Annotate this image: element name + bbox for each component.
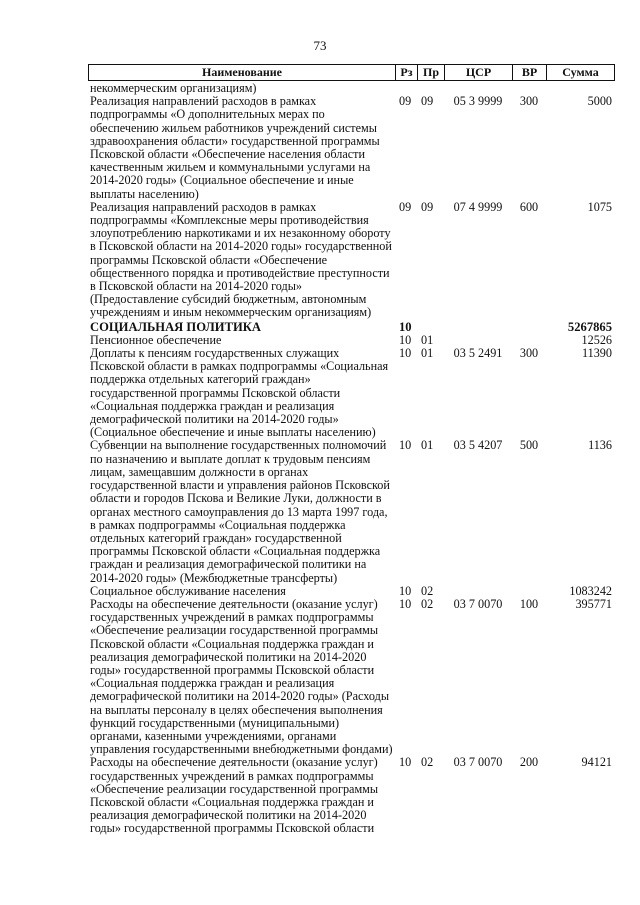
table-row — [88, 95, 615, 201]
row-csr: 03 7 0070 — [453, 755, 503, 770]
header-sum: Сумма — [562, 65, 599, 79]
row-sum: 1083242 — [569, 583, 612, 598]
budget-table — [88, 64, 615, 836]
table-row — [88, 585, 615, 598]
row-csr: 03 5 2491 — [453, 346, 503, 361]
header-csr: ЦСР — [445, 65, 513, 80]
header-vr: ВР — [513, 65, 547, 80]
row-vr: 600 — [519, 199, 539, 214]
row-sum: 1075 — [587, 199, 612, 214]
row-sum: 5000 — [587, 94, 612, 109]
row-rz: 09 — [399, 94, 412, 109]
row-rz: 10 — [399, 583, 412, 598]
header-rz: Рз — [396, 65, 418, 80]
row-sum: 94121 — [581, 755, 612, 770]
row-pr: 02 — [421, 755, 434, 770]
row-name: Реализация направлений расходов в рамках подпрограммы «Комплексные меры противодействия злоупотреблению наркотиками и их незаконному обороту в Псковской области на 2014-2020 годы» государственной программы Псковской области «Обеспечение общественного порядка и противодействие преступности в Псковской области на 2014-2020 годы» (Предоставление субсидий бюджетным, автономным учреждениям и иным некоммерческим организациям) — [90, 199, 392, 320]
row-name: Реализация направлений расходов в рамках подпрограммы «О дополнительных мерах по обеспечению жильем работников учреждений системы здравоохранения области» государственной программы Псковской области «Обеспечение населения области качественным жильем и коммунальными услугами на 2014-2020 годы» (Социальное обеспечение и иные выплаты населению) — [90, 94, 380, 201]
row-vr: 500 — [519, 438, 539, 453]
row-pr: 09 — [421, 94, 434, 109]
row-sum: 12526 — [581, 332, 612, 347]
row-csr — [444, 585, 512, 598]
row-name: Субвенции на выполнение государственных полномочий по назначению и выплате доплат к трудовым пенсиям лицам, замещавшим должности в органах государственной власти и управления районов Псковской области и городов Пскова и Великие Луки, должности в органах местного самоуправления до 13 марта 1997 года, в рамках подпрограммы «Социальная поддержка отдельных категорий граждан» государственной программы Псковской области «Социальная поддержка граждан и реализация демографической политики на 2014-2020 годы» (Межбюджетные трансферты) — [90, 438, 390, 585]
table-row-section — [88, 321, 615, 334]
row-csr: 05 3 9999 — [453, 94, 503, 109]
row-name: Расходы на обеспечение деятельности (оказание услуг) государственных учреждений в рамках подпрограммы «Обеспечение реализации государственной программы Псковской области «Социальная поддержка граждан и реализация демографической политики на 2014-2020 годы» государственной программы Псковской области «Социальная поддержка граждан и реализация демографической политики на 2014-2020 годы» (Расходы на выплаты персоналу в целях обеспечения выполнения функций государственными (муниципальными) органами, казенными учреждениями, органами управления государственными внебюджетными фондами) — [90, 596, 393, 757]
row-rz: 10 — [399, 596, 412, 611]
header-name: Наименование — [89, 65, 396, 80]
row-sum: 395771 — [575, 596, 612, 611]
row-csr: 03 5 4207 — [453, 438, 503, 453]
row-pr: 01 — [421, 438, 434, 453]
row-vr: 300 — [519, 346, 539, 361]
row-name: Социальное обслуживание населения — [90, 583, 286, 598]
table-header — [88, 64, 615, 81]
row-pr: 01 — [421, 332, 434, 347]
row-rz: 10 — [399, 438, 412, 453]
row-vr: 300 — [519, 94, 539, 109]
row-name: Пенсионное обеспечение — [90, 332, 222, 347]
table-row — [88, 439, 615, 584]
row-csr — [444, 321, 512, 334]
table-row — [88, 598, 615, 756]
row-sum: 11390 — [581, 346, 612, 361]
row-csr: 03 7 0070 — [453, 596, 503, 611]
row-csr: 07 4 9999 — [453, 199, 503, 214]
table-row — [88, 201, 615, 320]
row-vr — [512, 585, 546, 598]
row-pr: 02 — [421, 583, 434, 598]
row-pr — [417, 321, 444, 334]
row-rz: 10 — [399, 346, 412, 361]
row-pr: 09 — [421, 199, 434, 214]
row-vr: 200 — [519, 755, 539, 770]
row-sum: 1136 — [588, 438, 612, 453]
row-rz: 09 — [399, 199, 412, 214]
row-name: некоммерческим организациям) — [90, 81, 257, 95]
row-rz: 10 — [399, 332, 412, 347]
row-name: Расходы на обеспечение деятельности (оказание услуг) государственных учреждений в рамках подпрограммы «Обеспечение реализации государственной программы Псковской области «Социальная поддержка граждан и реализация демографической политики на 2014-2020 годы» государственной программы Псковской области — [90, 755, 379, 836]
table-row — [88, 756, 615, 835]
row-rz: 10 — [399, 755, 412, 770]
row-sum: 5267865 — [567, 319, 612, 334]
row-pr: 01 — [421, 346, 434, 361]
header-pr: Пр — [418, 65, 445, 80]
table-row — [88, 347, 615, 439]
row-name: СОЦИАЛЬНАЯ ПОЛИТИКА — [90, 319, 261, 334]
row-vr: 100 — [519, 596, 539, 611]
row-vr — [512, 321, 546, 334]
page-number: 73 — [313, 38, 327, 53]
row-rz: 10 — [399, 319, 412, 334]
table-body — [88, 82, 615, 836]
row-name: Доплаты к пенсиям государственных служащих Псковской области в рамках подпрограммы «Социальная поддержка отдельных категорий граждан» государственной программы Псковской области «Социальная поддержка граждан и реализация демографической политики на 2014-2020 годы» (Социальное обеспечение и иные выплаты населению) — [90, 346, 389, 440]
row-pr: 02 — [421, 596, 434, 611]
